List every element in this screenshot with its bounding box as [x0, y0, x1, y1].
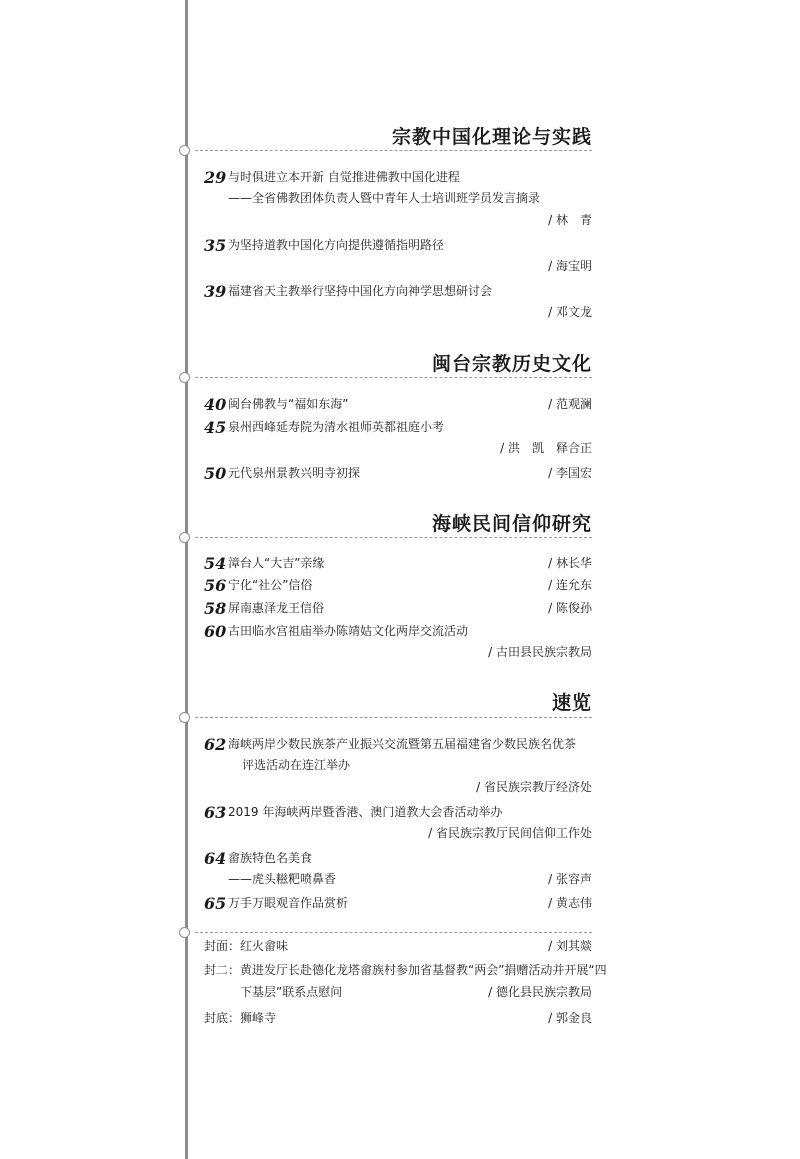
- entry-author: / 海宝明: [548, 259, 592, 273]
- page-number: 65: [204, 894, 227, 913]
- page-number: 54: [204, 554, 227, 573]
- cover-inside-credit: 封二：黄进发厅长赴德化龙塔畲族村参加省基督教“两会”捐赠活动并开展“四: [204, 963, 607, 977]
- entry-author: / 李国宏: [548, 466, 592, 480]
- section-title: 闽台宗教历史文化: [431, 353, 592, 375]
- section-title: 海峡民间信仰研究: [431, 513, 592, 535]
- timeline-node: [179, 927, 190, 938]
- timeline-node: [179, 145, 190, 156]
- entry-title[interactable]: 泉州西峰延寿院为清水祖师英都祖庭小考: [228, 420, 445, 434]
- page-number: 35: [204, 236, 227, 255]
- entry-title[interactable]: 福建省天主教举行坚持中国化方向神学思想研讨会: [228, 284, 493, 298]
- entry-author: / 林长华: [548, 556, 592, 570]
- page-number: 62: [204, 735, 227, 754]
- timeline-node: [179, 712, 190, 723]
- entry-title[interactable]: 畲族特色名美食: [228, 851, 313, 865]
- entry-title[interactable]: 元代泉州景教兴明寺初探: [228, 466, 361, 480]
- entry-title[interactable]: 屏南惠泽龙王信俗: [228, 601, 325, 615]
- section-divider: [195, 150, 592, 151]
- entry-author: / 黄志伟: [548, 896, 592, 910]
- page-number: 45: [204, 418, 227, 437]
- page-number: 58: [204, 599, 227, 618]
- cover-inside-credit-continued: 下基层”联系点慰问: [240, 985, 343, 999]
- entry-title[interactable]: 海峡两岸少数民族茶产业振兴交流暨第五届福建省少数民族名优茶: [228, 737, 577, 751]
- entry-title[interactable]: 万手万眼观音作品赏析: [228, 896, 349, 910]
- entry-title[interactable]: 漳台人“大吉”亲缘: [228, 556, 325, 570]
- entry-title[interactable]: 与时俱进立本开新 自觉推进佛教中国化进程: [228, 170, 460, 184]
- entry-title[interactable]: 宁化“社公”信俗: [228, 578, 313, 592]
- cover-author: / 郭金良: [548, 1011, 592, 1025]
- section-divider: [195, 717, 592, 718]
- entry-title[interactable]: 闽台佛教与“福如东海”: [228, 397, 349, 411]
- entry-title[interactable]: 2019 年海峡两岸暨香港、澳门道教大会香活动举办: [228, 805, 503, 819]
- cover-author: / 刘其燚: [548, 939, 592, 953]
- entry-title[interactable]: 为坚持道教中国化方向提供遵循指明路径: [228, 238, 445, 252]
- entry-author: / 古田县民族宗教局: [488, 645, 592, 659]
- entry-author: / 张容声: [548, 872, 592, 886]
- page-number: 39: [204, 282, 227, 301]
- entry-author: / 省民族宗教厅民间信仰工作处: [428, 826, 592, 840]
- entry-author: / 邓文龙: [548, 305, 592, 319]
- timeline-node: [179, 372, 190, 383]
- entry-title[interactable]: 古田临水宫祖庙举办陈靖姑文化两岸交流活动: [228, 624, 469, 638]
- cover-front-credit: 封面：红火畲味: [204, 939, 289, 953]
- entry-author: / 陈俊孙: [548, 601, 592, 615]
- covers-divider: [195, 932, 592, 933]
- timeline-node: [179, 532, 190, 543]
- page-number: 40: [204, 395, 227, 414]
- page-number: 56: [204, 576, 227, 595]
- cover-back-credit: 封底：狮峰寺: [204, 1011, 277, 1025]
- entry-author: / 连允东: [548, 578, 592, 592]
- timeline-rule: [185, 0, 188, 1159]
- section-title: 速览: [551, 692, 592, 714]
- page-number: 60: [204, 622, 227, 641]
- page-number: 63: [204, 803, 227, 822]
- section-divider: [195, 537, 592, 538]
- page-number: 50: [204, 464, 227, 483]
- entry-subtitle: ——全省佛教团体负责人暨中青年人士培训班学员发言摘录: [228, 191, 541, 205]
- entry-title-continued: 评选活动在连江举办: [242, 758, 351, 772]
- entry-author: / 林 青: [548, 213, 592, 227]
- section-title: 宗教中国化理论与实践: [391, 126, 592, 148]
- section-divider: [195, 377, 592, 378]
- cover-author: / 德化县民族宗教局: [488, 985, 592, 999]
- page-number: 64: [204, 849, 227, 868]
- page-number: 29: [204, 168, 227, 187]
- entry-author: / 省民族宗教厅经济处: [476, 780, 592, 794]
- entry-subtitle: ——虎头糍粑喷鼻香: [228, 872, 337, 886]
- entry-author: / 洪 凯 释合正: [500, 441, 592, 455]
- entry-author: / 范观澜: [548, 397, 592, 411]
